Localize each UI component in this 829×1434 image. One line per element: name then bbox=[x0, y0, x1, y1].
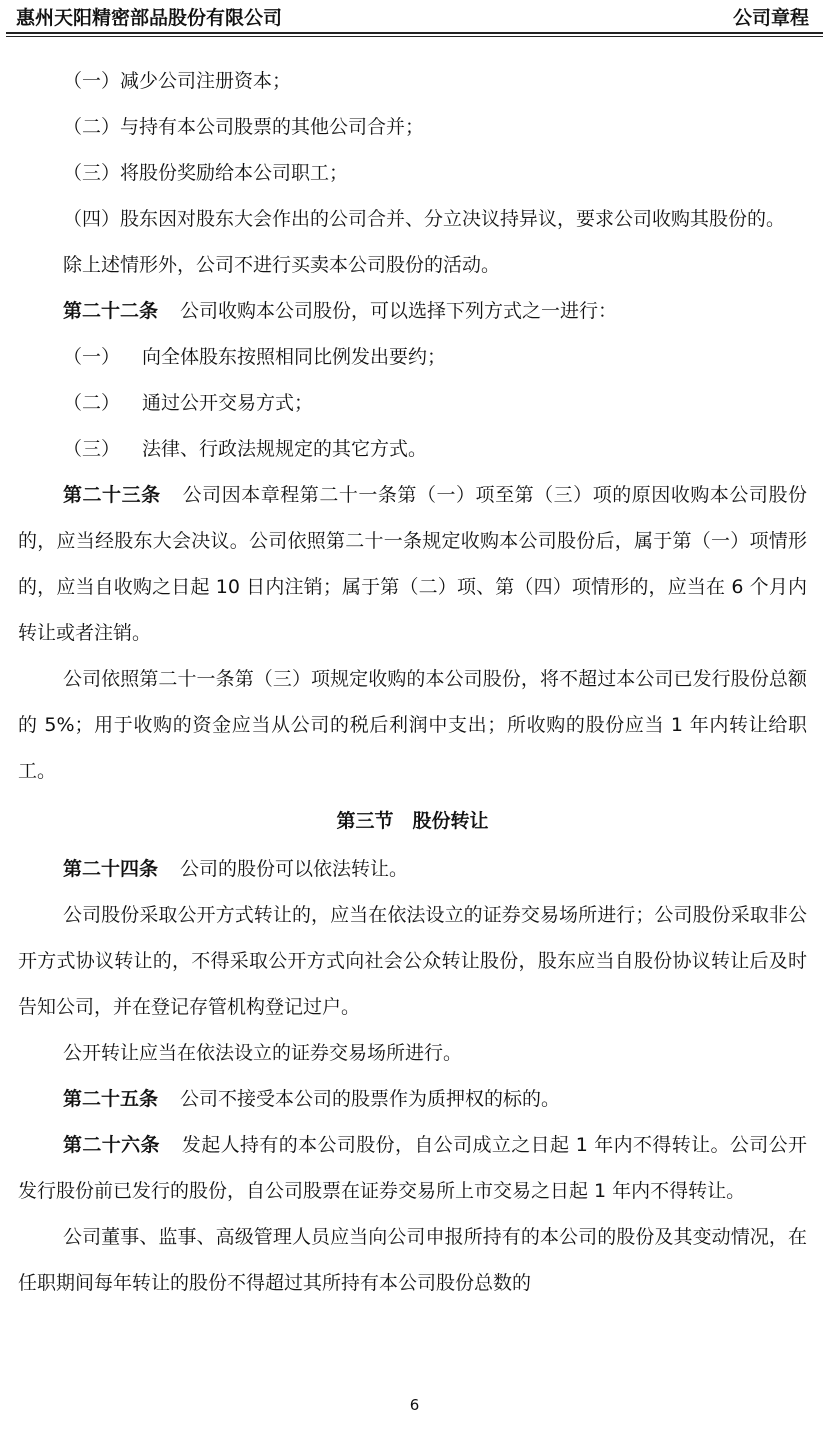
document-body bbox=[18, 58, 807, 1306]
article-23 bbox=[18, 472, 807, 656]
section-title: 第三节 股份转让 bbox=[336, 810, 489, 832]
page-number: 6 bbox=[409, 1396, 420, 1414]
article-text: 发起人持有的本公司股份，自公司成立之日起 1 年内不得转让。公司公开发行股份前已发行的股份，自公司股票在证券交易所上市交易之日起 1 年内不得转让。 bbox=[18, 1134, 807, 1202]
paragraph: 公司董事、监事、高级管理人员应当向公司申报所持有的本公司的股份及其变动情况，在任职期间每年转让的股份不得超过其所持有本公司股份总数的 bbox=[18, 1226, 807, 1294]
list-item bbox=[18, 426, 807, 472]
article-title: 第二十二条 bbox=[63, 300, 159, 322]
list-item-text: 向全体股东按照相同比例发出要约； bbox=[142, 346, 447, 368]
paragraph: （四）股东因对股东大会作出的公司合并、分立决议持异议，要求公司收购其股份的。 bbox=[63, 208, 786, 230]
article-title: 第二十四条 bbox=[63, 858, 159, 880]
header-rule-thin bbox=[6, 36, 823, 37]
header-rule-thick bbox=[6, 32, 823, 34]
list-item-text: 法律、行政法规规定的其它方式。 bbox=[142, 438, 428, 460]
list-item-text: 通过公开交易方式； bbox=[142, 392, 314, 414]
article-text: 公司的股份可以依法转让。 bbox=[180, 858, 409, 880]
list-item bbox=[18, 334, 807, 380]
list-item-number: （二） bbox=[63, 392, 121, 414]
page-header bbox=[16, 0, 809, 34]
article-title: 第二十六条 bbox=[63, 1134, 160, 1156]
paragraph: （一）减少公司注册资本； bbox=[63, 70, 292, 92]
article-26 bbox=[18, 1122, 807, 1214]
paragraph: 公司股份采取公开方式转让的，应当在依法设立的证券交易场所进行；公司股份采取非公开方式协议转让的，不得采取公开方式向社会公众转让股份，股东应当自股份协议转让后及时告知公司，并在登记存管机构登记过户。 bbox=[18, 904, 807, 1018]
article-title: 第二十三条 bbox=[63, 484, 161, 506]
list-item-number: （一） bbox=[63, 346, 121, 368]
article-25 bbox=[18, 1076, 807, 1122]
paragraph: 除上述情形外，公司不进行买卖本公司股份的活动。 bbox=[63, 254, 501, 276]
paragraph: （三）将股份奖励给本公司职工； bbox=[63, 162, 349, 184]
company-name: 惠州天阳精密部品股份有限公司 bbox=[16, 7, 283, 29]
article-text: 公司不接受本公司的股票作为质押权的标的。 bbox=[180, 1088, 561, 1110]
paragraph: 公开转让应当在依法设立的证券交易场所进行。 bbox=[63, 1042, 463, 1064]
article-text: 公司因本章程第二十一条第（一）项至第（三）项的原因收购本公司股份的，应当经股东大会决议。公司依照第二十一条规定收购本公司股份后，属于第（一）项情形的，应当自收购之日起 10 日内注销；属于第（二）项、第（四）项情形的，应当在 6 个月内转让或者注销。 bbox=[18, 484, 807, 644]
article-22 bbox=[18, 288, 807, 334]
paragraph: （二）与持有本公司股票的其他公司合并； bbox=[63, 116, 425, 138]
article-24 bbox=[18, 846, 807, 892]
article-text: 公司收购本公司股份，可以选择下列方式之一进行： bbox=[180, 300, 618, 322]
list-item bbox=[18, 380, 807, 426]
paragraph: 公司依照第二十一条第（三）项规定收购的本公司股份，将不超过本公司已发行股份总额的 5%；用于收购的资金应当从公司的税后利润中支出；所收购的股份应当 1 年内转让给职工。 bbox=[18, 668, 807, 782]
list-item-number: （三） bbox=[63, 438, 121, 460]
article-title: 第二十五条 bbox=[63, 1088, 159, 1110]
document-title: 公司章程 bbox=[732, 7, 809, 29]
